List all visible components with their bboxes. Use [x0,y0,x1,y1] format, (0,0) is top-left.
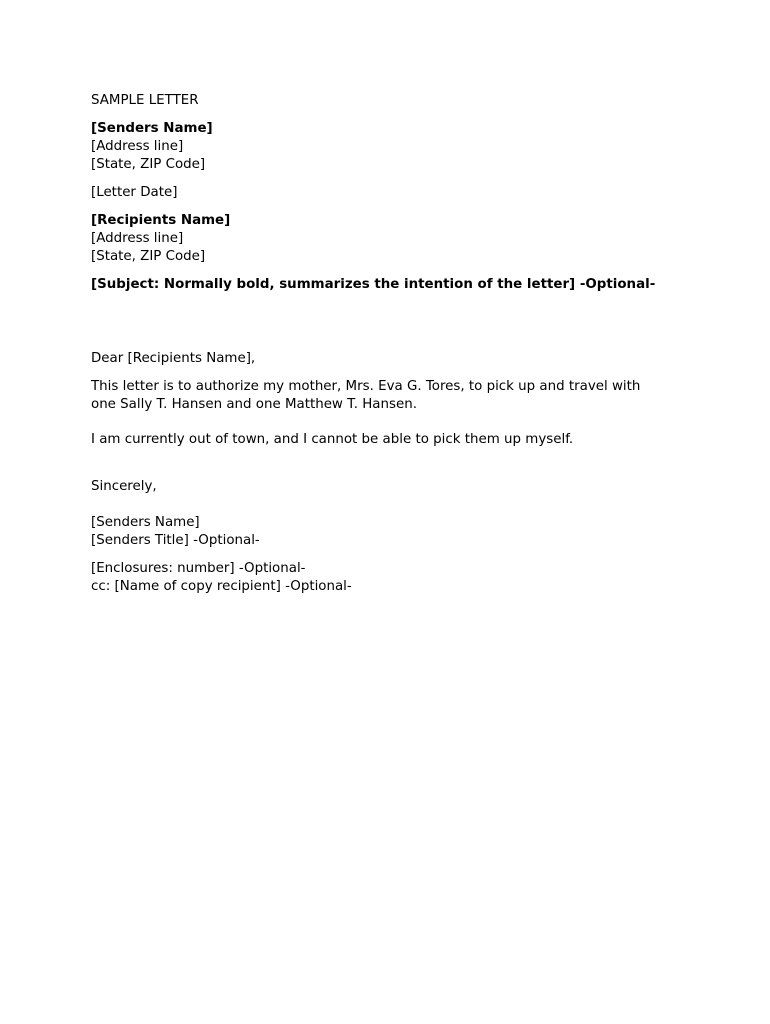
signature-title: [Senders Title] -Optional- [91,533,260,548]
sender-name: [Senders Name] [91,121,213,136]
cc-line: cc: [Name of copy recipient] -Optional- [91,579,352,594]
letter-heading: SAMPLE LETTER [91,93,199,108]
letter-date: [Letter Date] [91,185,178,200]
body-paragraph-1-line-1: This letter is to authorize my mother, Mrs. Eva G. Tores, to pick up and travel with [91,379,641,394]
enclosures: [Enclosures: number] -Optional- [91,561,306,576]
salutation: Dear [Recipients Name], [91,351,256,366]
sender-state-zip: [State, ZIP Code] [91,157,206,172]
sender-address: [Address line] [91,139,184,154]
recipient-state-zip: [State, ZIP Code] [91,249,206,264]
signature-name: [Senders Name] [91,515,200,530]
closing: Sincerely, [91,479,157,494]
subject-line: [Subject: Normally bold, summarizes the intention of the letter] -Optional- [91,277,656,292]
body-paragraph-1-line-2: one Sally T. Hansen and one Matthew T. Hansen. [91,397,417,412]
recipient-name: [Recipients Name] [91,213,231,228]
body-paragraph-2: I am currently out of town, and I cannot be able to pick them up myself. [91,432,574,447]
recipient-address: [Address line] [91,231,184,246]
